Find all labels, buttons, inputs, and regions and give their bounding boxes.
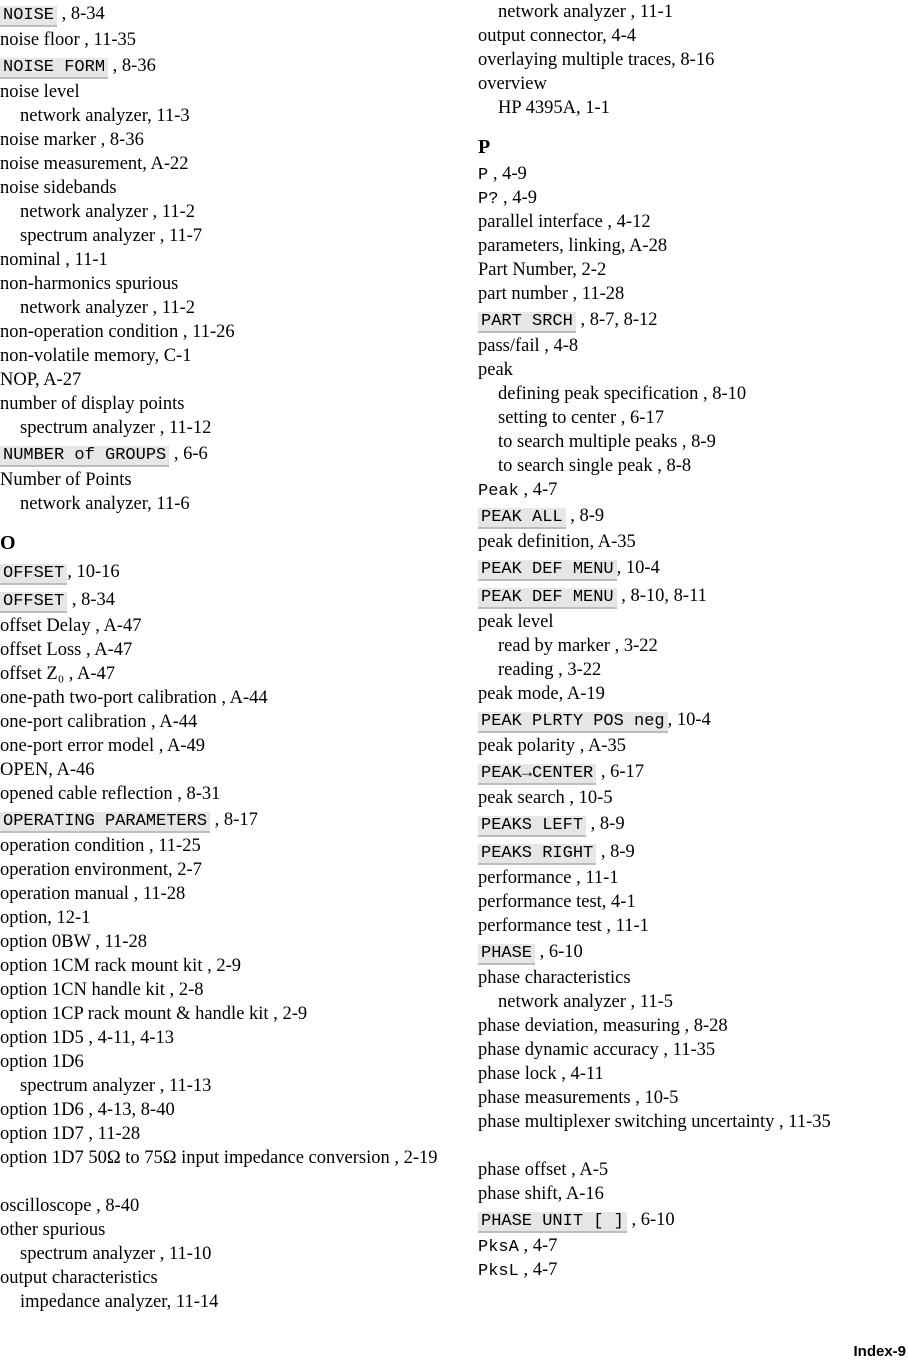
index-entry — [478, 734, 898, 758]
entry-text: peak definition, A-35 — [478, 532, 636, 552]
entry-text: option 1CM rack mount kit , 2-9 — [0, 956, 241, 976]
entry-text: number of display points — [0, 394, 185, 414]
index-entry — [0, 1242, 440, 1266]
index-entry — [478, 358, 898, 382]
index-entry — [478, 0, 898, 24]
softkey-label: PHASE — [478, 944, 535, 965]
entry-text: option 1CP rack mount & handle kit , 2-9 — [0, 1004, 308, 1024]
entry-text: , 8-17 — [210, 810, 258, 830]
index-entry — [478, 478, 898, 502]
index-entry — [478, 48, 898, 72]
entry-text: option 1D6 , 4-13, 8-40 — [0, 1100, 175, 1120]
index-entry — [0, 80, 440, 104]
index-entry — [478, 554, 898, 582]
entry-text: , 8-34 — [67, 590, 116, 610]
index-entry — [0, 930, 440, 954]
entry-text: defining peak specification , 8-10 — [498, 384, 747, 404]
entry-text: peak — [478, 360, 513, 380]
index-entry — [478, 210, 898, 234]
index-entry — [0, 200, 440, 224]
entry-text: Peak — [478, 482, 519, 501]
entry-text: , 8-7, 8-12 — [575, 310, 658, 330]
entry-text: option 1CN handle kit , 2-8 — [0, 980, 204, 1000]
index-entry — [478, 990, 898, 1014]
entry-text: PksL — [478, 1262, 519, 1281]
entry-text: operation environment, 2-7 — [0, 860, 202, 880]
index-entry — [478, 1086, 898, 1110]
entry-text: network analyzer, 11-6 — [20, 494, 190, 514]
entry-text: noise floor , 11-35 — [0, 30, 136, 50]
index-entry — [478, 914, 898, 938]
entry-text: option 1D7 50Ω to 75Ω input impedance conversion , 2-19 — [0, 1148, 438, 1168]
entry-text: one-port calibration , A-44 — [0, 712, 198, 732]
index-entry — [0, 978, 440, 1002]
entry-text: PksA — [478, 1238, 519, 1257]
entry-text: performance test , 11-1 — [478, 916, 649, 936]
entry-text: Part Number, 2-2 — [478, 260, 607, 280]
entry-text: option 1D6 — [0, 1052, 84, 1072]
entry-text: other spurious — [0, 1220, 106, 1240]
entry-text: performance test, 4-1 — [478, 892, 636, 912]
index-entry — [0, 28, 440, 52]
entry-text: option 1D7 , 11-28 — [0, 1124, 141, 1144]
index-entry — [0, 1146, 440, 1194]
index-entry — [0, 734, 440, 758]
softkey-label: PEAK ALL — [478, 508, 566, 529]
index-entry — [0, 128, 440, 152]
softkey-label: PEAKS LEFT — [478, 816, 586, 837]
index-entry — [0, 954, 440, 978]
index-entry — [478, 234, 898, 258]
softkey-label: NOISE FORM — [0, 58, 108, 79]
index-entry — [0, 368, 440, 392]
entry-text: OPEN, A-46 — [0, 760, 95, 780]
entry-text: one-port error model , A-49 — [0, 736, 205, 756]
index-entry — [0, 492, 440, 516]
entry-text: HP 4395A, 1-1 — [498, 98, 610, 118]
entry-text: operation condition , 11-25 — [0, 836, 201, 856]
index-entry — [0, 638, 440, 662]
entry-text: peak mode, A-19 — [478, 684, 605, 704]
entry-text: reading , 3-22 — [498, 660, 602, 680]
entry-text: spectrum analyzer , 11-10 — [20, 1244, 212, 1264]
index-entry — [478, 1182, 898, 1206]
entry-text: network analyzer , 11-5 — [498, 992, 673, 1012]
entry-text: offset Loss , A-47 — [0, 640, 133, 660]
entry-text: non-volatile memory, C-1 — [0, 346, 192, 366]
index-entry — [0, 0, 440, 28]
index-entry — [0, 52, 440, 80]
index-entry — [478, 1062, 898, 1086]
entry-text: , 8-9 — [586, 814, 625, 834]
entry-text: performance , 11-1 — [478, 868, 619, 888]
entry-text: non-operation condition , 11-26 — [0, 322, 235, 342]
softkey-label: PEAK PLRTY POS neg — [478, 712, 668, 733]
index-entry — [0, 416, 440, 440]
index-entry — [478, 72, 898, 96]
index-entry — [478, 530, 898, 554]
index-entry — [0, 1266, 440, 1290]
entry-text: O — [0, 532, 16, 554]
entry-text: impedance analyzer, 11-14 — [20, 1292, 219, 1312]
index-entry — [478, 838, 898, 866]
entry-text: phase dynamic accuracy , 11-35 — [478, 1040, 716, 1060]
index-entry — [0, 1122, 440, 1146]
index-entry — [478, 406, 898, 430]
index-entry — [478, 1038, 898, 1062]
entry-text: network analyzer , 11-2 — [20, 202, 195, 222]
index-entry — [0, 1074, 440, 1098]
entry-text: offset Z₀ , A-47 — [0, 664, 116, 684]
entry-text: peak polarity , A-35 — [478, 736, 626, 756]
entry-text: noise marker , 8-36 — [0, 130, 144, 150]
index-entry — [478, 186, 898, 210]
index-entry — [0, 320, 440, 344]
entry-text: read by marker , 3-22 — [498, 636, 658, 656]
index-entry — [0, 906, 440, 930]
entry-text: spectrum analyzer , 11-13 — [20, 1076, 212, 1096]
entry-text: , 4-9 — [498, 188, 537, 208]
entry-text: non-harmonics spurious — [0, 274, 179, 294]
page-number: Index-9 — [853, 1343, 906, 1360]
index-entry — [0, 686, 440, 710]
entry-text: , 8-36 — [108, 56, 156, 76]
index-entry — [0, 710, 440, 734]
index-entry — [0, 834, 440, 858]
section-letter — [478, 132, 898, 162]
index-entry — [478, 454, 898, 478]
entry-text: , 4-7 — [518, 480, 558, 500]
entry-text: phase shift, A-16 — [478, 1184, 604, 1204]
softkey-label: PEAK DEF MENU — [478, 560, 617, 581]
index-entry — [478, 758, 898, 786]
softkey-label: OPERATING PARAMETERS — [0, 812, 210, 833]
entry-text: setting to center , 6-17 — [498, 408, 664, 428]
index-entry — [0, 882, 440, 906]
softkey-label: PART SRCH — [478, 312, 576, 333]
entry-text: nominal , 11-1 — [0, 250, 108, 270]
index-entry — [0, 806, 440, 834]
index-entry — [0, 152, 440, 176]
entry-text: , 4-9 — [488, 164, 527, 184]
softkey-label: PEAK→CENTER — [478, 764, 596, 785]
entry-text: option, 12-1 — [0, 908, 91, 928]
entry-text: , 10-16 — [67, 562, 120, 582]
index-entry — [478, 1206, 898, 1234]
index-entry — [0, 1290, 440, 1314]
index-entry — [478, 1234, 898, 1258]
index-entry — [478, 1158, 898, 1182]
entry-text: , 8-9 — [565, 506, 605, 526]
index-entry — [0, 782, 440, 806]
entry-text: to search multiple peaks , 8-9 — [498, 432, 716, 452]
index-entry — [0, 224, 440, 248]
index-entry — [0, 104, 440, 128]
index-entry — [478, 786, 898, 810]
entry-text: , 10-4 — [616, 558, 660, 578]
index-entry — [478, 866, 898, 890]
index-entry — [478, 582, 898, 610]
softkey-label: NUMBER of GROUPS — [0, 446, 169, 467]
entry-text: , 6-17 — [596, 762, 645, 782]
softkey-label: PEAKS RIGHT — [478, 844, 596, 865]
index-entry — [478, 334, 898, 358]
entry-text: parameters, linking, A-28 — [478, 236, 668, 256]
index-entry — [478, 682, 898, 706]
entry-text: , 6-10 — [535, 942, 583, 962]
index-entry — [478, 634, 898, 658]
entry-text: , 10-4 — [667, 710, 711, 730]
index-entry — [478, 810, 898, 838]
index-entry — [0, 1218, 440, 1242]
entry-text: , 4-7 — [518, 1236, 558, 1256]
entry-text: spectrum analyzer , 11-12 — [20, 418, 212, 438]
entry-text: phase measurements , 10-5 — [478, 1088, 679, 1108]
section-letter — [0, 528, 440, 558]
entry-text: overview — [478, 74, 547, 94]
entry-text: pass/fail , 4-8 — [478, 336, 579, 356]
entry-text: , 6-6 — [169, 444, 208, 464]
entry-text: network analyzer, 11-3 — [20, 106, 190, 126]
index-entry — [0, 176, 440, 200]
entry-text: option 0BW , 11-28 — [0, 932, 147, 952]
index-entry — [478, 24, 898, 48]
index-entry — [478, 502, 898, 530]
entry-text: offset Delay , A-47 — [0, 616, 142, 636]
index-entry — [0, 586, 440, 614]
entry-text: noise sidebands — [0, 178, 117, 198]
entry-text: to search single peak , 8-8 — [498, 456, 692, 476]
index-entry — [0, 440, 440, 468]
entry-text: network analyzer , 11-1 — [498, 2, 673, 22]
entry-text: option 1D5 , 4-11, 4-13 — [0, 1028, 175, 1048]
entry-text: , 6-10 — [626, 1210, 675, 1230]
index-entry — [0, 1098, 440, 1122]
index-entry — [478, 1014, 898, 1038]
index-entry — [478, 282, 898, 306]
entry-text: network analyzer , 11-2 — [20, 298, 195, 318]
index-entry — [0, 758, 440, 782]
entry-text: NOP, A-27 — [0, 370, 82, 390]
index-entry — [0, 248, 440, 272]
index-entry — [478, 890, 898, 914]
index-entry — [0, 1002, 440, 1026]
index-entry — [478, 162, 898, 186]
index-column-left — [0, 0, 440, 1314]
entry-text: oscilloscope , 8-40 — [0, 1196, 140, 1216]
softkey-label: PEAK DEF MENU — [478, 588, 617, 609]
index-entry — [478, 966, 898, 990]
index-entry — [478, 938, 898, 966]
entry-text: phase characteristics — [478, 968, 631, 988]
entry-text: noise measurement, A-22 — [0, 154, 189, 174]
index-entry — [478, 610, 898, 634]
entry-text: peak level — [478, 612, 554, 632]
index-entry — [0, 344, 440, 368]
entry-text: , 8-9 — [596, 842, 635, 862]
entry-text: parallel interface , 4-12 — [478, 212, 651, 232]
entry-text: Number of Points — [0, 470, 132, 490]
entry-text: phase offset , A-5 — [478, 1160, 609, 1180]
entry-text: , 8-10, 8-11 — [616, 586, 707, 606]
entry-text: , 4-7 — [518, 1260, 558, 1280]
entry-text: , 8-34 — [57, 4, 105, 24]
index-entry — [478, 430, 898, 454]
index-entry — [478, 1110, 898, 1158]
index-entry — [0, 1194, 440, 1218]
softkey-label: OFFSET — [0, 592, 67, 613]
index-entry — [478, 658, 898, 682]
entry-text: operation manual , 11-28 — [0, 884, 186, 904]
entry-text: phase multiplexer switching uncertainty , 11-35 — [478, 1112, 831, 1132]
index-entry — [478, 382, 898, 406]
entry-text: opened cable reflection , 8-31 — [0, 784, 221, 804]
entry-text: output connector, 4-4 — [478, 26, 637, 46]
index-entry — [0, 1026, 440, 1050]
softkey-label: NOISE — [0, 6, 57, 27]
entry-text: phase deviation, measuring , 8-28 — [478, 1016, 728, 1036]
index-entry — [0, 468, 440, 492]
index-entry — [0, 1050, 440, 1074]
entry-text: output characteristics — [0, 1268, 158, 1288]
index-entry — [478, 258, 898, 282]
index-entry — [478, 706, 898, 734]
index-entry — [0, 272, 440, 296]
index-entry — [0, 392, 440, 416]
entry-text: one-path two-port calibration , A-44 — [0, 688, 268, 708]
entry-text: peak search , 10-5 — [478, 788, 613, 808]
entry-text: part number , 11-28 — [478, 284, 625, 304]
softkey-label: PHASE UNIT [ ] — [478, 1212, 627, 1233]
index-entry — [0, 558, 440, 586]
softkey-label: OFFSET — [0, 564, 67, 585]
entry-text: spectrum analyzer , 11-7 — [20, 226, 203, 246]
entry-text: P — [478, 136, 491, 158]
entry-text: phase lock , 4-11 — [478, 1064, 604, 1084]
index-entry — [478, 306, 898, 334]
index-column-right — [478, 0, 898, 1282]
index-entry — [0, 614, 440, 638]
entry-text: overlaying multiple traces, 8-16 — [478, 50, 715, 70]
index-entry — [0, 858, 440, 882]
index-entry — [0, 662, 440, 686]
entry-text: noise level — [0, 82, 80, 102]
entry-text: P — [478, 166, 489, 185]
entry-text: P? — [478, 190, 499, 209]
index-entry — [478, 96, 898, 120]
index-entry — [478, 1258, 898, 1282]
index-entry — [0, 296, 440, 320]
